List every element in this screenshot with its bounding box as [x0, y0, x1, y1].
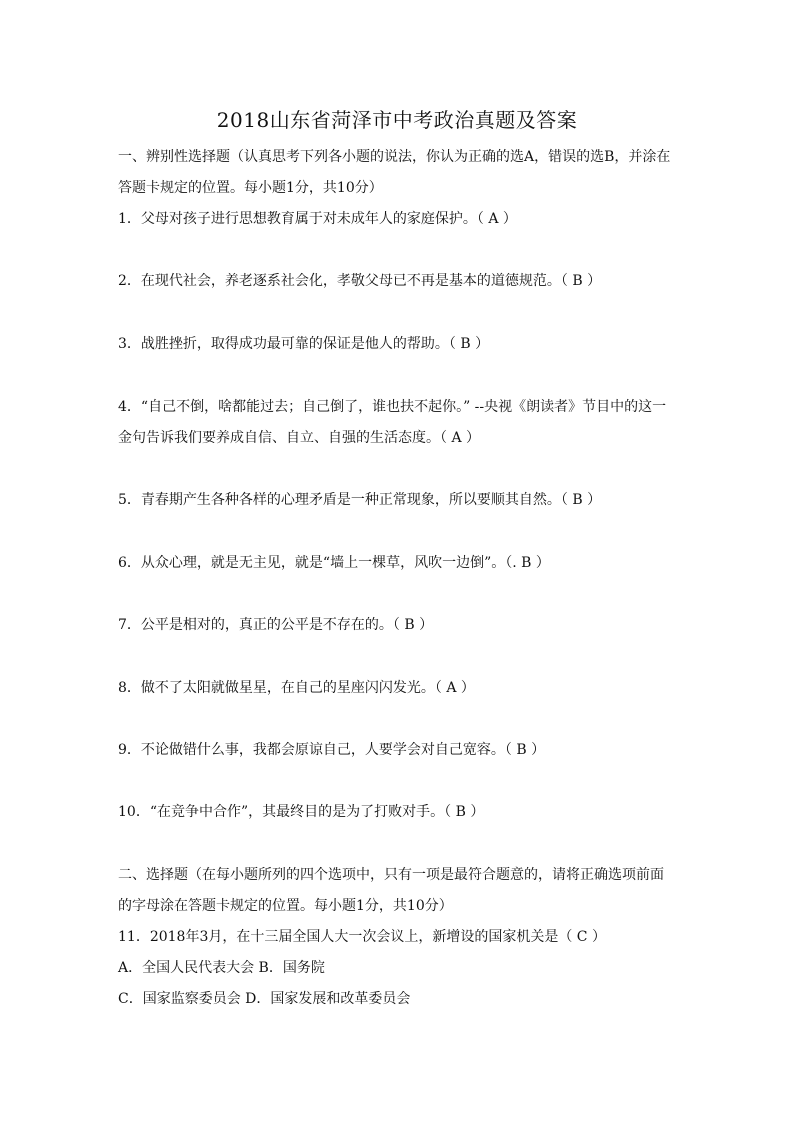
question-3: 3．战胜挫折，取得成功最可靠的保证是他人的帮助。（ B ）: [118, 336, 490, 352]
question-2: 2．在现代社会，养老逐系社会化，孝敬父母已不再是基本的道德规范。（ B ）: [118, 273, 602, 289]
question-9: 9．不论做错什么事，我都会原谅自己，人要学会对自己宽容。（ B ）: [118, 742, 546, 758]
section1-heading-line2: 答题卡规定的位置。每小题1分，共10分）: [118, 180, 383, 196]
page-title: 2018山东省菏泽市中考政治真题及答案: [216, 108, 578, 132]
question-8: 8．做不了太阳就做星星，在自己的星座闪闪发光。（ A ）: [118, 680, 475, 696]
question-1: 1．父母对孩子进行思想教育属于对未成年人的家庭保护。（ A ）: [118, 211, 517, 227]
question-6: 6．从众心理，就是无主见，就是“墙上一棵草，风吹一边倒”。（. B ）: [118, 555, 550, 571]
question-10: 10．“在竞争中合作”，其最终目的是为了打败对手。（ B ）: [118, 804, 485, 820]
question-11: 11．2018年3月，在十三届全国人大一次会议上，新增设的国家机关是（ C ）: [118, 929, 606, 945]
section2-heading-line2: 的字母涂在答题卡规定的位置。每小题1分，共10分）: [118, 898, 453, 914]
question-5: 5．青春期产生各种各样的心理矛盾是一种正常现象，所以要顺其自然。（ B ）: [118, 492, 602, 508]
question-11-options-ab: A．全国人民代表大会 B．国务院: [118, 960, 325, 976]
section2-heading-line1: 二、选择题（在每小题所列的四个选项中，只有一项是最符合题意的，请将正确选项前面: [118, 867, 664, 883]
question-7: 7．公平是相对的，真正的公平是不存在的。（ B ）: [118, 617, 434, 633]
question-4-line2: 金句告诉我们要养成自信、自立、自强的生活态度。（ A ）: [118, 430, 481, 446]
question-4-line1: 4．“自己不倒，啥都能过去；自己倒了，谁也扶不起你。” --央视《朗读者》节目中的这一: [118, 399, 667, 415]
section1-heading-line1: 一、辨别性选择题（认真思考下列各小题的说法，你认为正确的选A，错误的选B，并涂在: [118, 149, 671, 165]
question-11-options-cd: C．国家监察委员会 D．国家发展和改革委员会: [118, 991, 411, 1007]
